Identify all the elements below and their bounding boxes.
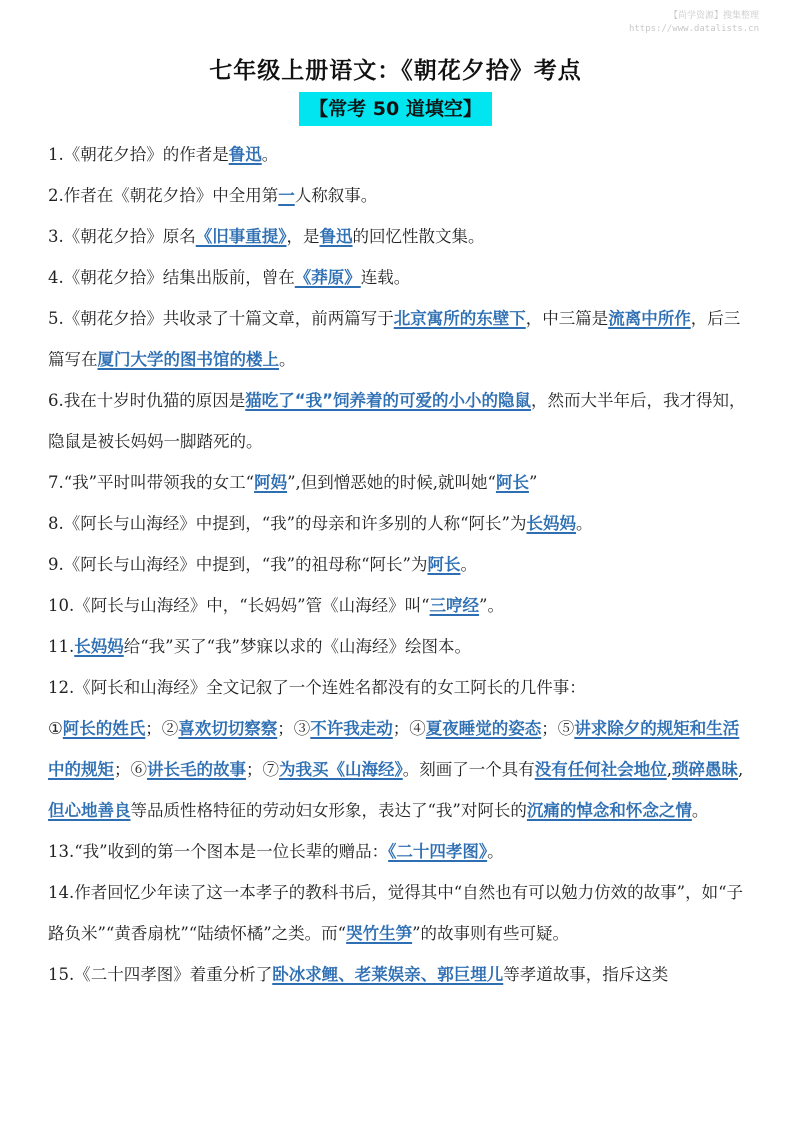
answer-text: 长妈妈 <box>74 637 124 656</box>
question-text: 13.“我”收到的第一个图本是一位长辈的赠品： <box>48 842 389 861</box>
question-text: 。 <box>261 145 279 164</box>
question-item <box>48 626 748 667</box>
question-text: ”。 <box>479 596 504 615</box>
question-item <box>48 462 748 503</box>
question-item <box>48 134 748 175</box>
subtitle-wrap <box>0 92 791 126</box>
answer-text: 阿长 <box>495 473 529 492</box>
question-text: 5.《朝花夕拾》共收录了十篇文章，前两篇写于 <box>48 309 394 328</box>
answer-text: 阿长 <box>427 555 461 574</box>
answer-text: 没有任何社会地位 <box>534 760 667 779</box>
question-text: ；② <box>145 719 179 738</box>
answer-text: 讲长毛的故事 <box>147 760 246 779</box>
question-text: 。 <box>575 514 593 533</box>
question-text: 4.《朝花夕拾》结集出版前，曾在 <box>48 268 295 287</box>
question-text: 12.《阿长和山海经》全文记叙了一个连姓名都没有的女工阿长的几件事： <box>48 678 586 697</box>
answer-text: 琐碎愚昧 <box>672 760 738 779</box>
answer-text: 阿长的姓氏 <box>62 719 146 738</box>
question-item <box>48 954 748 995</box>
question-text: 。 <box>460 555 477 574</box>
question-text: ；③ <box>277 719 311 738</box>
question-text: 8.《阿长与山海经》中提到，“我”的母亲和许多别的人称“阿长”为 <box>48 514 527 533</box>
question-list <box>48 134 748 995</box>
question-text: ① <box>48 719 63 738</box>
question-text: 14.作者回忆少年读了这一本孝子的教科书后，觉得其中“自然也有可以勉力仿效的故事”，如“子路负米”“黄香扇枕”“陆绩怀橘”之类。而“ <box>48 883 744 943</box>
question-text: 6.我在十岁时仇猫的原因是 <box>48 391 246 410</box>
answer-text: 一 <box>278 186 295 205</box>
question-text: ，是 <box>286 227 320 246</box>
answer-text: 《莽原》 <box>294 268 361 287</box>
question-item <box>48 380 748 462</box>
question-text: 等孝道故事，指斥这类 <box>503 965 669 984</box>
answer-text: 讲求除夕的规矩和生活中的规矩 <box>48 719 740 779</box>
answer-text: 但心地善良 <box>48 801 131 820</box>
question-text: ”,但到憎恶她的时候,就叫她“ <box>287 473 496 492</box>
question-text: 1.《朝花夕拾》的作者是 <box>48 145 229 164</box>
question-item <box>48 585 748 626</box>
watermark-line-1: 【尚学资源】搜集整理 <box>668 11 759 21</box>
question-text: 。刻画了一个具有 <box>402 760 535 779</box>
question-item <box>48 175 748 216</box>
answer-text: 长妈妈 <box>526 514 576 533</box>
answer-text: 北京寓所的东壁下 <box>393 309 526 328</box>
question-text: 人称叙事。 <box>294 186 378 205</box>
answer-text: 流离中所作 <box>608 309 691 328</box>
answer-text: 厦门大学的图书馆的楼上 <box>97 350 279 369</box>
answer-text: 鲁迅 <box>228 145 262 164</box>
answer-text: 沉痛的悼念和怀念之情 <box>526 801 692 820</box>
question-text: , <box>738 760 744 779</box>
answer-text: 不许我走动 <box>310 719 393 738</box>
question-text: ；⑦ <box>246 760 279 779</box>
question-text: ”的故事则有些可疑。 <box>412 924 570 943</box>
question-text: 10.《阿长与山海经》中，“长妈妈”管《山海经》叫“ <box>48 596 430 615</box>
question-text: ，中三篇是 <box>525 309 609 328</box>
watermark <box>629 10 759 36</box>
question-text: ” <box>528 473 538 492</box>
question-item <box>48 503 748 544</box>
answer-text: 鲁迅 <box>319 227 353 246</box>
question-text: ，然而大半年后，我才得知，隐鼠是被长妈妈一脚踏死的。 <box>48 391 746 451</box>
page-title: 七年级上册语文：《朝花夕拾》考点 <box>209 58 582 84</box>
answer-text: 三哼经 <box>429 596 480 615</box>
question-text: ；⑤ <box>541 719 575 738</box>
question-text: 的回忆性散文集。 <box>352 227 485 246</box>
answer-text: 喜欢切切察察 <box>178 719 278 738</box>
question-text: 。 <box>691 801 709 820</box>
question-text: ；⑥ <box>114 760 147 779</box>
question-text: 给“我”买了“我”梦寐以求的《山海经》绘图本。 <box>123 637 471 656</box>
question-text: 3.《朝花夕拾》原名 <box>48 227 196 246</box>
question-item <box>48 298 748 380</box>
question-text: 2.作者在《朝花夕拾》中全用第 <box>48 186 279 205</box>
answer-text: 《旧事重提》 <box>195 227 287 246</box>
watermark-line-2: https://www.datalists.cn <box>628 24 759 34</box>
question-item <box>48 544 748 585</box>
question-text: 11. <box>48 637 75 656</box>
answer-text: 卧冰求鲤、老莱娱亲、郭巨埋儿 <box>272 965 504 984</box>
question-item <box>48 257 748 298</box>
question-item <box>48 216 748 257</box>
page-subtitle: 【常考 50 道填空】 <box>299 92 492 126</box>
question-item <box>48 708 748 831</box>
question-item <box>48 667 748 708</box>
answer-text: 夏夜睡觉的姿态 <box>425 719 542 738</box>
question-text: , <box>666 760 672 779</box>
answer-text: 为我买《山海经》 <box>279 760 403 779</box>
question-item <box>48 831 748 872</box>
answer-text: 哭竹生笋 <box>346 924 413 943</box>
question-text: 。 <box>279 350 296 369</box>
question-text: 15.《二十四孝图》着重分析了 <box>48 965 273 984</box>
question-text: 9.《阿长与山海经》中提到，“我”的祖母称“阿长”为 <box>48 555 428 574</box>
question-text: ，后三篇写在 <box>48 309 741 369</box>
question-text: 等品质性格特征的劳动妇女形象，表达了“我”对阿长的 <box>130 801 527 820</box>
answer-text: 《二十四孝图》 <box>388 842 488 861</box>
answer-text: 猫吃了“我”饲养着的可爱的小小的隐鼠 <box>245 391 531 410</box>
question-text: 7.“我”平时叫带领我的女工“ <box>48 473 255 492</box>
question-text: ；④ <box>392 719 426 738</box>
answer-text: 阿妈 <box>254 473 288 492</box>
question-text: 。 <box>487 842 504 861</box>
question-text: 连载。 <box>360 268 411 287</box>
question-item <box>48 872 748 954</box>
